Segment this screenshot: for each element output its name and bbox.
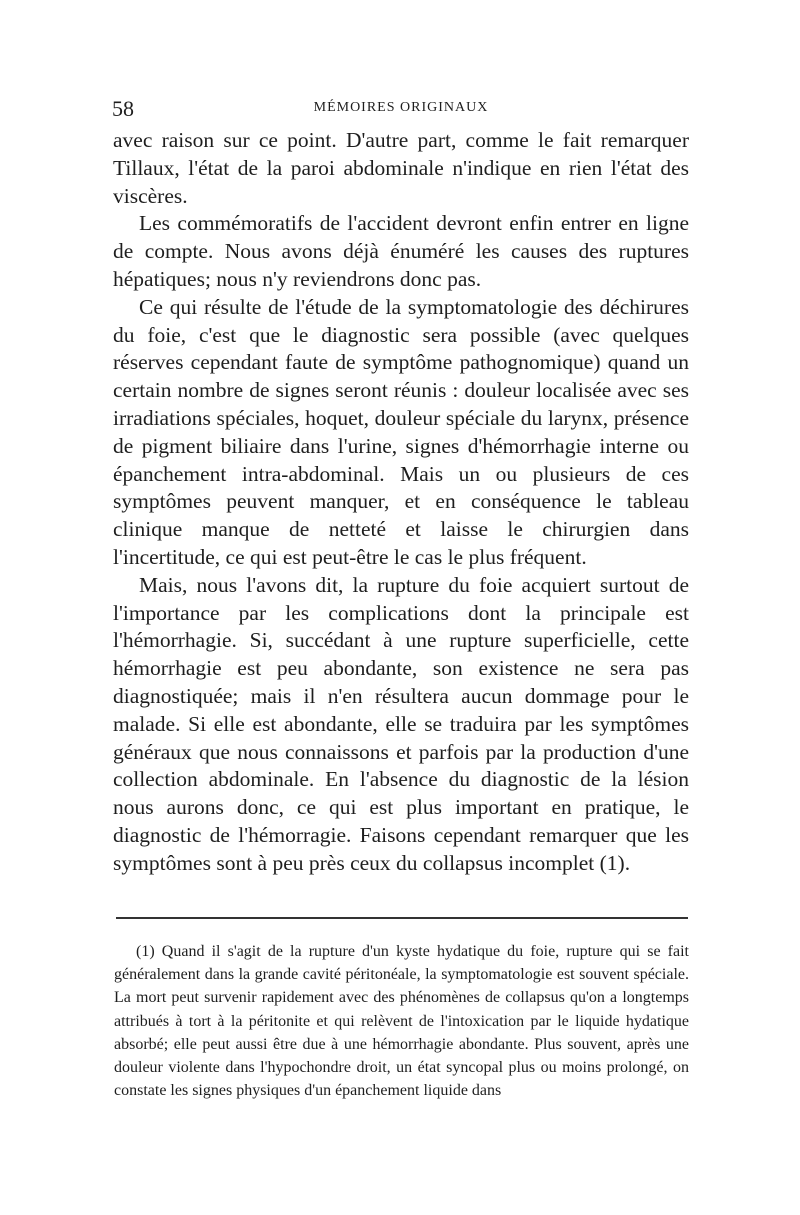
paragraph-continuation: avec raison sur ce point. D'autre part, comme le fait remarquer Tillaux, l'état de la paroi abdominale n'indique en rien l'état des viscères.: [113, 128, 689, 208]
paragraph-commemoratifs: Les commémoratifs de l'accident devront enfin entrer en ligne de compte. Nous avons déjà énuméré les causes des ruptures hépatiques; nous n'y reviendrons donc pas.: [113, 211, 689, 291]
main-text: [113, 127, 689, 878]
running-title: MÉMOIRES ORIGINAUX: [313, 100, 489, 115]
page-header: [112, 96, 690, 126]
footnote: (1) Quand il s'agit de la rupture d'un kyste hydatique du foie, rupture qui se fait généralement dans la grande cavité péritonéale, la symptomatologie est souvent spéciale. La mort peut survenir rapidement avec des phénomènes de collapsus qu'on a longtemps attribués à tort à la péritonite et qui relèvent de l'intoxication par le liquide hydatique absorbé; elle peut aussi être due à une hémorrhagie abondante. Plus souvent, après une douleur violente dans l'hypochondre droit, un état syncopal plus ou moins prolongé, on constate les signes physiques d'un épanchement liquide dans: [114, 943, 689, 1100]
paragraph-hemorrhagie: Mais, nous l'avons dit, la rupture du foie acquiert surtout de l'importance par les complications dont la principale est l'hémorrhagie. Si, succédant à une rupture superficielle, cette hémorrhagie est peu abondante, son existence ne sera pas diagnostiquée; mais il n'en résultera aucun dommage pour le malade. Si elle est abondante, elle se traduira par les symptômes généraux que nous connaissons et parfois par la production d'une collection abdominale. En l'absence du diagnostic de la lésion nous aurons donc, ce qui est plus important en pratique, le diagnostic de l'hémorragie. Faisons cependant remarquer que les symptômes sont à peu près ceux du collapsus incomplet (1).: [113, 572, 689, 875]
paragraph-symptomatologie: Ce qui résulte de l'étude de la symptomatologie des déchirures du foie, c'est que le diagnostic sera possible (avec quelques réserves cependant faute de symptôme pathognomique) quand un certain nombre de signes seront réunis : douleur localisée avec ses irradiations spéciales, hoquet, douleur spéciale du larynx, présence de pigment biliaire dans l'urine, signes d'hémorrhagie interne ou épanchement intra-abdominal. Mais un ou plusieurs de ces symptômes peuvent manquer, et en conséquence le tableau clinique manque de netteté et laisse le chirurgien dans l'incertitude, ce qui est peut-être le cas le plus fréquent.: [113, 294, 689, 569]
footnote-divider: [116, 917, 688, 919]
page-number: 58: [112, 96, 134, 121]
